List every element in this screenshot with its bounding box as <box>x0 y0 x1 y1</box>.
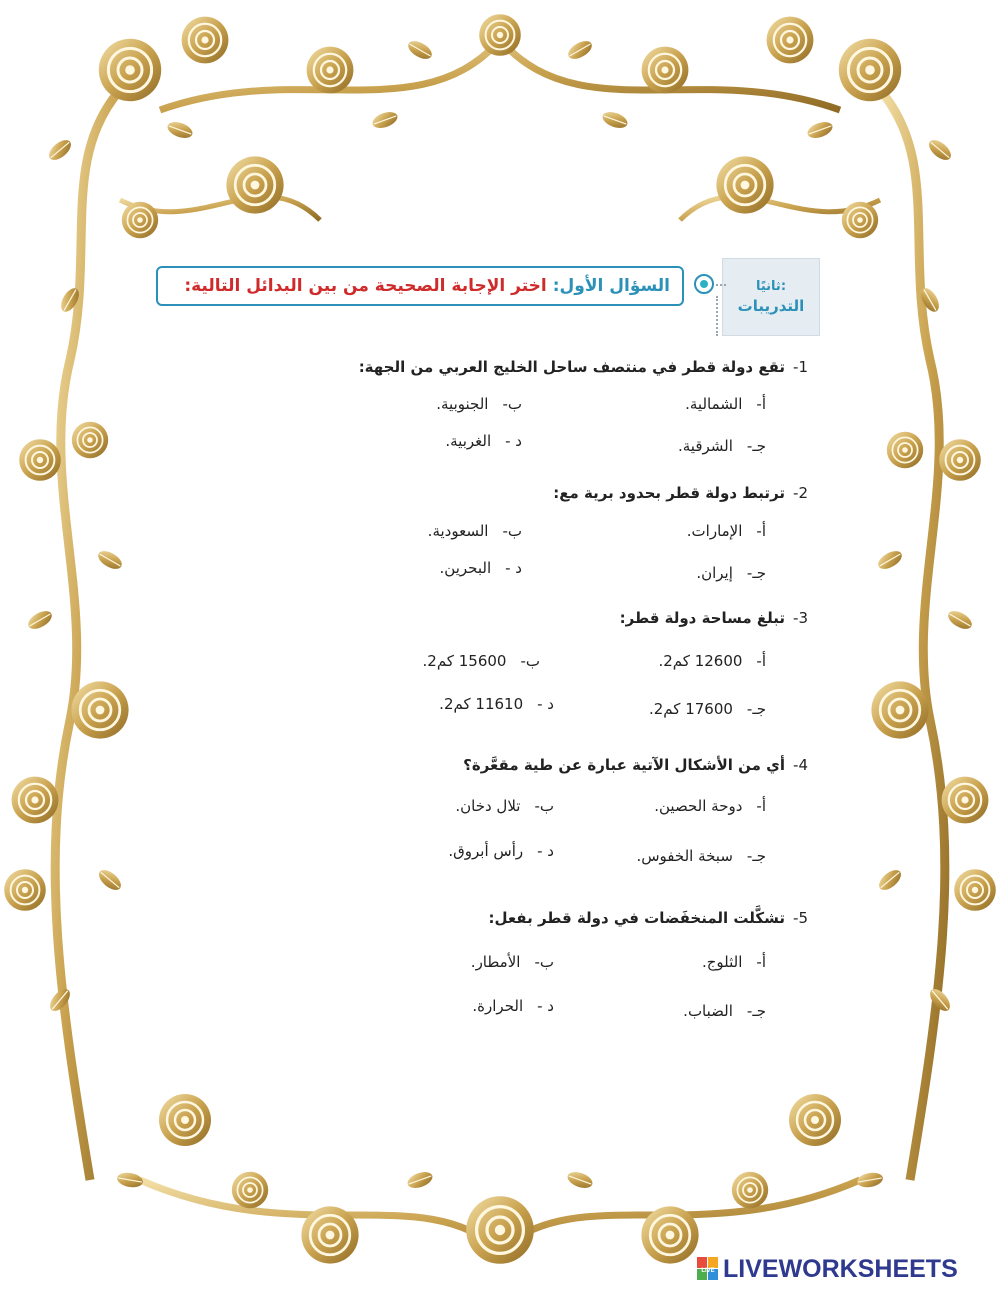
option-text: رأس أبروق. <box>448 842 524 860</box>
question-stem: أي من الأشكال الآتية عبارة عن طية مقعَّرة؟ <box>463 756 786 774</box>
question-header-lead: السؤال الأول: <box>552 276 670 296</box>
question-number: 4- <box>793 756 808 774</box>
option-marker: أ- <box>756 522 766 540</box>
answer-option[interactable] <box>636 847 766 865</box>
question-number: 1- <box>793 358 808 376</box>
option-marker: د - <box>505 559 522 577</box>
logo-text: LIVEWORKSHEETS <box>723 1254 958 1283</box>
answer-option[interactable] <box>472 997 554 1015</box>
question-number: 5- <box>793 909 808 927</box>
option-marker: جـ- <box>746 847 766 865</box>
answer-option[interactable] <box>702 953 766 971</box>
question-stem: تقع دولة قطر في منتصف ساحل الخليج العربي من الجهة: <box>358 358 786 376</box>
answer-option[interactable] <box>685 395 766 413</box>
option-marker: جـ- <box>746 700 766 718</box>
option-marker: د - <box>537 997 554 1015</box>
option-marker: د - <box>537 695 554 713</box>
section-tag-line1: ثانيًا: <box>755 279 787 295</box>
question-5 <box>488 909 808 927</box>
question-number: 2- <box>793 484 808 502</box>
option-marker: أ- <box>756 395 766 413</box>
option-marker: جـ- <box>746 564 766 582</box>
answer-option[interactable] <box>439 695 554 713</box>
answer-option[interactable] <box>423 652 541 670</box>
answer-option[interactable] <box>440 559 522 577</box>
answer-option[interactable] <box>654 797 766 815</box>
section-tag <box>722 258 820 336</box>
option-text: الضباب. <box>683 1002 733 1020</box>
option-marker: ب- <box>520 652 540 670</box>
option-text: دوحة الحصين. <box>654 797 743 815</box>
option-marker: د - <box>537 842 554 860</box>
option-text: الشمالية. <box>685 395 743 413</box>
option-marker: أ- <box>756 652 766 670</box>
option-marker: جـ- <box>746 437 766 455</box>
option-text: الأمطار. <box>470 953 521 971</box>
answer-option[interactable] <box>471 953 554 971</box>
question-stem: ترتبط دولة قطر بحدود برية مع: <box>553 484 786 502</box>
option-text: الإمارات. <box>686 522 743 540</box>
answer-option[interactable] <box>687 522 766 540</box>
option-text: 12600 كم2. <box>658 652 743 670</box>
option-text: السعودية. <box>427 522 489 540</box>
answer-option[interactable] <box>428 522 522 540</box>
option-text: سبخة الخفوس. <box>636 847 733 865</box>
option-text: الغربية. <box>445 432 492 450</box>
answer-option[interactable] <box>436 395 522 413</box>
answer-option[interactable] <box>649 700 766 718</box>
option-text: 11610 كم2. <box>439 695 524 713</box>
answer-option[interactable] <box>445 432 522 450</box>
question-3 <box>620 609 808 627</box>
answer-option[interactable] <box>658 652 766 670</box>
option-text: 17600 كم2. <box>648 700 733 718</box>
option-marker: ب- <box>534 953 554 971</box>
option-text: البحرين. <box>439 559 492 577</box>
liveworksheets-logo-icon <box>697 1257 719 1281</box>
answer-option[interactable] <box>683 1002 766 1020</box>
answer-option[interactable] <box>696 564 766 582</box>
question-stem: تبلغ مساحة دولة قطر: <box>619 609 786 627</box>
question-stem: تشكَّلت المنخفَضات في دولة قطر بفعل: <box>488 909 786 927</box>
answer-option[interactable] <box>455 797 554 815</box>
option-marker: د - <box>505 432 522 450</box>
question-number: 3- <box>793 609 808 627</box>
question-4 <box>463 756 808 774</box>
bullet-icon <box>694 274 714 294</box>
option-marker: أ- <box>756 953 766 971</box>
question-2 <box>553 484 808 502</box>
answer-option[interactable] <box>678 437 766 455</box>
section-tag-line2: التدريبات <box>737 296 805 315</box>
connector-line <box>716 284 726 286</box>
option-text: الشرقية. <box>678 437 733 455</box>
connector-line-vertical <box>716 296 718 336</box>
option-marker: ب- <box>534 797 554 815</box>
logo-badge-text: LIVE <box>701 1268 715 1274</box>
question-header <box>156 266 684 306</box>
option-text: إيران. <box>696 564 733 582</box>
option-marker: ب- <box>502 522 522 540</box>
question-header-instruction: اختر الإجابة الصحيحة من بين البدائل التالية: <box>184 276 547 296</box>
option-text: الحرارة. <box>472 997 524 1015</box>
answer-option[interactable] <box>448 842 554 860</box>
question-1 <box>359 358 808 376</box>
option-text: تلال دخان. <box>455 797 521 815</box>
option-marker: جـ- <box>746 1002 766 1020</box>
option-text: الثلوج. <box>701 953 743 971</box>
option-text: 15600 كم2. <box>422 652 507 670</box>
option-text: الجنوبية. <box>436 395 489 413</box>
option-marker: أ- <box>756 797 766 815</box>
liveworksheets-logo <box>697 1255 958 1283</box>
option-marker: ب- <box>502 395 522 413</box>
